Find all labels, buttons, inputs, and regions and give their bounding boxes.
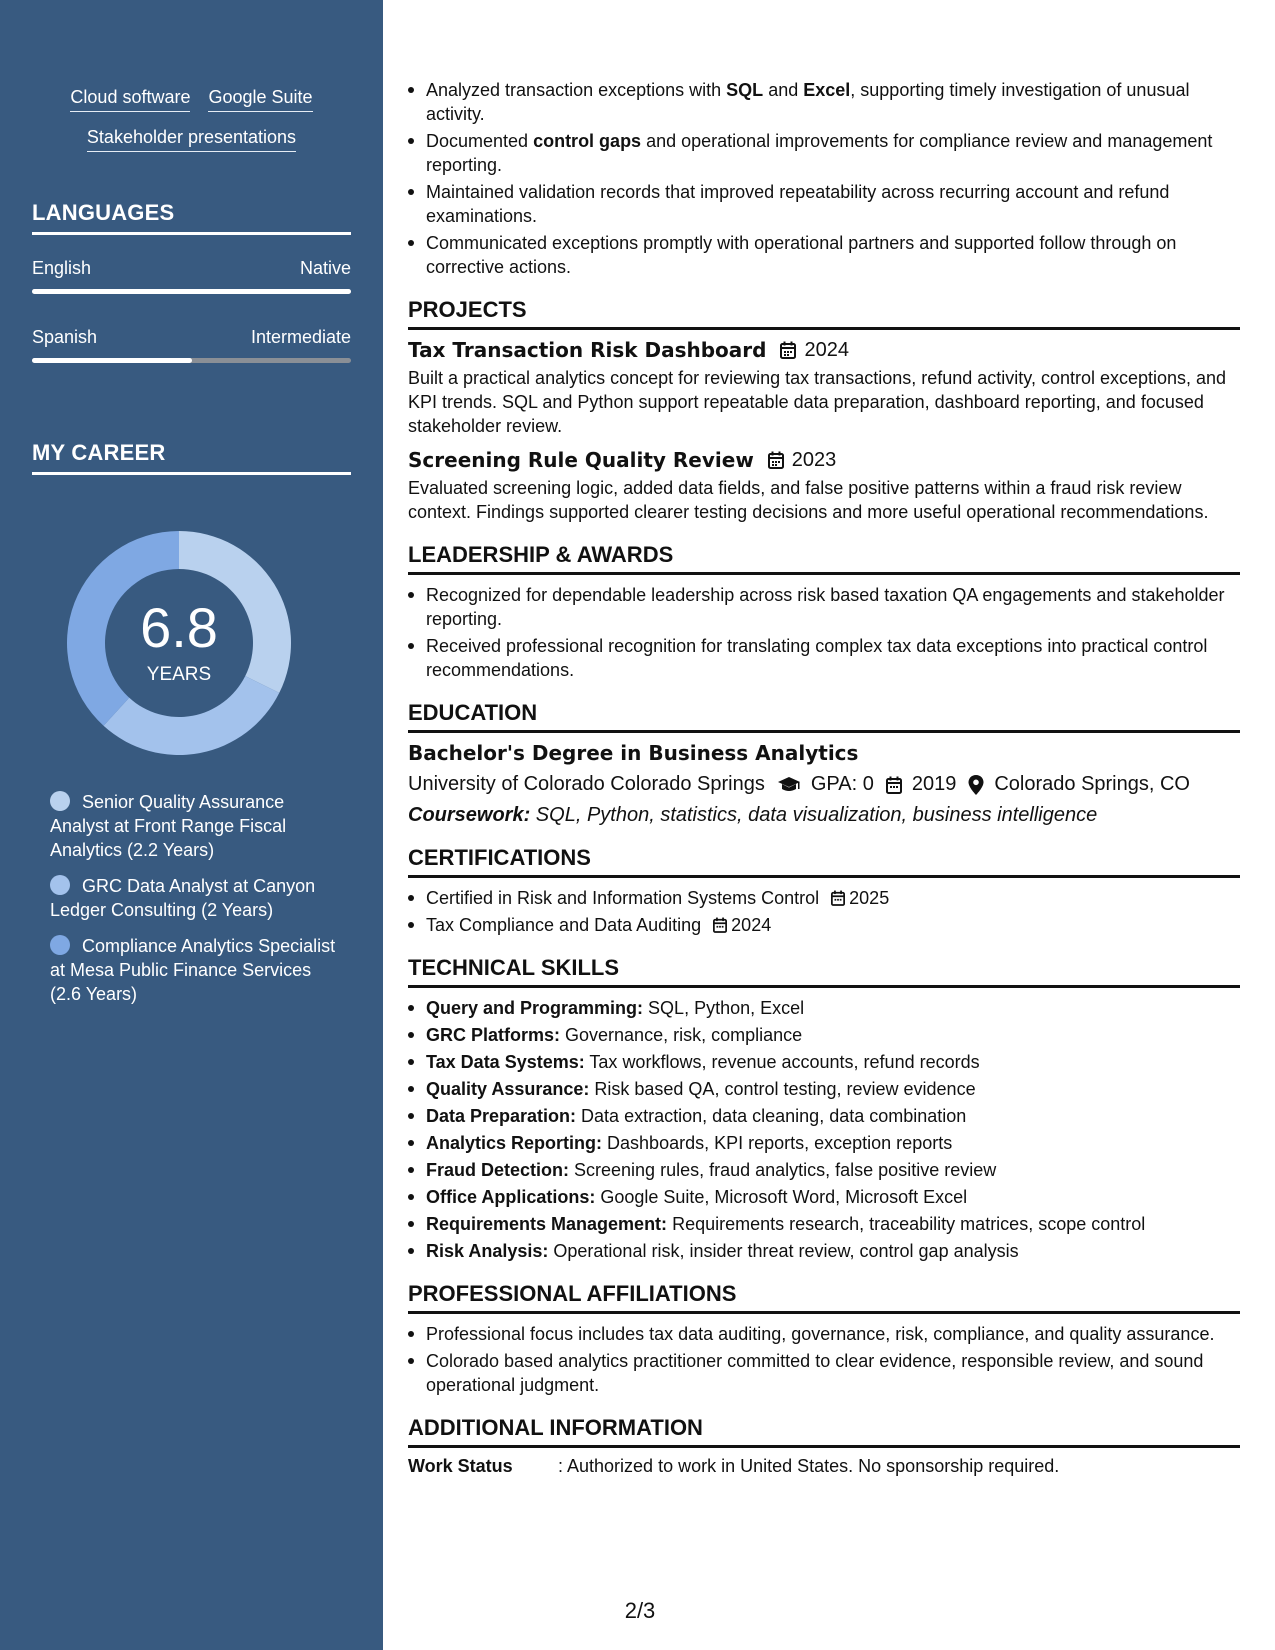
skill-tag: Cloud software bbox=[70, 86, 190, 112]
experience-bullet: Analyzed transaction exceptions with SQL and Excel, supporting timely investigation of unusual activity. bbox=[408, 78, 1240, 126]
language-bar-fill bbox=[32, 358, 192, 363]
calendar-icon bbox=[713, 917, 727, 933]
location: Colorado Springs, CO bbox=[994, 773, 1190, 795]
language-bar-fill bbox=[32, 289, 351, 294]
skills-heading: TECHNICAL SKILLS bbox=[408, 955, 1240, 988]
career-item bbox=[50, 934, 340, 1006]
career-legend-dot bbox=[50, 875, 70, 895]
skill-tag: Stakeholder presentations bbox=[87, 126, 296, 152]
project-name: Screening Rule Quality Review bbox=[408, 448, 754, 472]
affiliations-heading: PROFESSIONAL AFFILIATIONS bbox=[408, 1281, 1240, 1314]
certification-item bbox=[408, 913, 1240, 937]
calendar-icon bbox=[831, 890, 845, 906]
leadership-heading: LEADERSHIP & AWARDS bbox=[408, 542, 1240, 575]
career-total-unit: YEARS bbox=[146, 664, 212, 685]
coursework bbox=[408, 804, 1240, 827]
career-item bbox=[50, 790, 340, 862]
graduation-cap-icon bbox=[777, 776, 801, 794]
career-legend-dot bbox=[50, 791, 70, 811]
skill-tag: Google Suite bbox=[208, 86, 312, 112]
work-status-value: : Authorized to work in United States. No sponsorship required. bbox=[558, 1456, 1060, 1476]
career-list bbox=[50, 790, 340, 1018]
career-heading: MY CAREER bbox=[32, 440, 351, 475]
sidebar bbox=[0, 0, 383, 1650]
skill-item: GRC Platforms: Governance, risk, compliance bbox=[408, 1023, 1240, 1047]
graduation-year: 2019 bbox=[911, 773, 957, 795]
certifications-heading: CERTIFICATIONS bbox=[408, 845, 1240, 878]
leadership-item: Recognized for dependable leadership across risk based taxation QA engagements and stakeholder reporting. bbox=[408, 583, 1240, 631]
language-name: Spanish bbox=[32, 327, 98, 347]
work-status bbox=[408, 1456, 1240, 1477]
coursework-label: Coursework: bbox=[408, 804, 531, 826]
project-year: 2023 bbox=[791, 448, 837, 471]
skill-item: Risk Analysis: Operational risk, insider threat review, control gap analysis bbox=[408, 1239, 1240, 1263]
affiliations-list bbox=[408, 1322, 1240, 1397]
language-bar bbox=[32, 358, 351, 363]
project-name: Tax Transaction Risk Dashboard bbox=[408, 338, 767, 362]
skill-item: Fraud Detection: Screening rules, fraud analytics, false positive review bbox=[408, 1158, 1240, 1182]
certification-name: Certified in Risk and Information Systems Control bbox=[426, 888, 820, 908]
additional-heading: ADDITIONAL INFORMATION bbox=[408, 1415, 1240, 1448]
language-level: Intermediate bbox=[250, 327, 351, 347]
projects-heading: PROJECTS bbox=[408, 297, 1240, 330]
experience-bullet: Documented control gaps and operational improvements for compliance review and management reporting. bbox=[408, 129, 1240, 177]
skill-item: Data Preparation: Data extraction, data cleaning, data combination bbox=[408, 1104, 1240, 1128]
certification-year: 2024 bbox=[731, 915, 772, 935]
work-status-label: Work Status bbox=[408, 1456, 513, 1476]
calendar-icon bbox=[780, 341, 796, 359]
experience-bullet: Maintained validation records that improved repeatability across recurring account and refund examinations. bbox=[408, 180, 1240, 228]
calendar-icon bbox=[886, 776, 902, 794]
skill-item: Office Applications: Google Suite, Microsoft Word, Microsoft Excel bbox=[408, 1185, 1240, 1209]
affiliation-item: Professional focus includes tax data auditing, governance, risk, compliance, and quality assurance. bbox=[408, 1322, 1240, 1346]
gpa: GPA: 0 bbox=[810, 773, 874, 795]
language-english bbox=[32, 258, 351, 294]
career-item-label: Compliance Analytics Specialist at Mesa Public Finance Services (2.6 Years) bbox=[50, 936, 336, 1004]
career-item-label: Senior Quality Assurance Analyst at Front Range Fiscal Analytics (2.2 Years) bbox=[50, 792, 287, 860]
language-level: Native bbox=[299, 258, 351, 278]
language-name: English bbox=[32, 258, 92, 278]
skill-item: Quality Assurance: Risk based QA, control testing, review evidence bbox=[408, 1077, 1240, 1101]
skill-item: Analytics Reporting: Dashboards, KPI reports, exception reports bbox=[408, 1131, 1240, 1155]
certification-name: Tax Compliance and Data Auditing bbox=[426, 915, 702, 935]
leadership-list bbox=[408, 583, 1240, 682]
skill-item: Tax Data Systems: Tax workflows, revenue accounts, refund records bbox=[408, 1050, 1240, 1074]
skills-list bbox=[408, 996, 1240, 1263]
degree-title: Bachelor's Degree in Business Analytics bbox=[408, 741, 859, 765]
certification-item bbox=[408, 886, 1240, 910]
education-details bbox=[408, 773, 1240, 796]
career-item bbox=[50, 874, 340, 922]
language-spanish bbox=[32, 327, 351, 363]
career-item-label: GRC Data Analyst at Canyon Ledger Consulting (2 Years) bbox=[50, 876, 316, 920]
project-title bbox=[408, 448, 1240, 472]
project-description: Evaluated screening logic, added data fields, and false positive patterns within a fraud risk review context. Findings supported clearer testing decisions and more useful operational recommendations. bbox=[408, 478, 1209, 522]
skill-item: Requirements Management: Requirements research, traceability matrices, scope control bbox=[408, 1212, 1240, 1236]
school-name: University of Colorado Colorado Springs bbox=[408, 773, 765, 795]
career-total-years: 6.8 bbox=[140, 596, 218, 659]
language-bar bbox=[32, 289, 351, 294]
languages-heading: LANGUAGES bbox=[32, 200, 351, 235]
certifications-list bbox=[408, 886, 1240, 937]
career-legend-dot bbox=[50, 935, 70, 955]
calendar-icon bbox=[768, 451, 784, 469]
coursework-list: SQL, Python, statistics, data visualization, business intelligence bbox=[530, 804, 1098, 826]
affiliation-item: Colorado based analytics practitioner committed to clear evidence, responsible review, and sound operational judgment. bbox=[408, 1349, 1240, 1397]
project-title bbox=[408, 338, 1240, 362]
skill-tags bbox=[32, 86, 351, 152]
leadership-item: Received professional recognition for translating complex tax data exceptions into practical control recommendations. bbox=[408, 634, 1240, 682]
certification-year: 2025 bbox=[849, 888, 890, 908]
project-description: Built a practical analytics concept for reviewing tax transactions, refund activity, control exceptions, and KPI trends. SQL and Python support repeatable data preparation, dashboard reporting, and focused stakeholder review. bbox=[408, 368, 1227, 436]
project-year: 2024 bbox=[804, 338, 849, 361]
page-number: 2/3 bbox=[624, 1598, 656, 1623]
education-heading: EDUCATION bbox=[408, 700, 1240, 733]
skill-item: Query and Programming: SQL, Python, Excel bbox=[408, 996, 1240, 1020]
experience-bullet: Communicated exceptions promptly with operational partners and supported follow through on corrective actions. bbox=[408, 231, 1240, 279]
experience-bullets bbox=[408, 78, 1240, 279]
career-donut-slice-1 bbox=[104, 676, 280, 755]
main-content bbox=[408, 78, 1240, 1477]
location-pin-icon bbox=[968, 775, 984, 795]
